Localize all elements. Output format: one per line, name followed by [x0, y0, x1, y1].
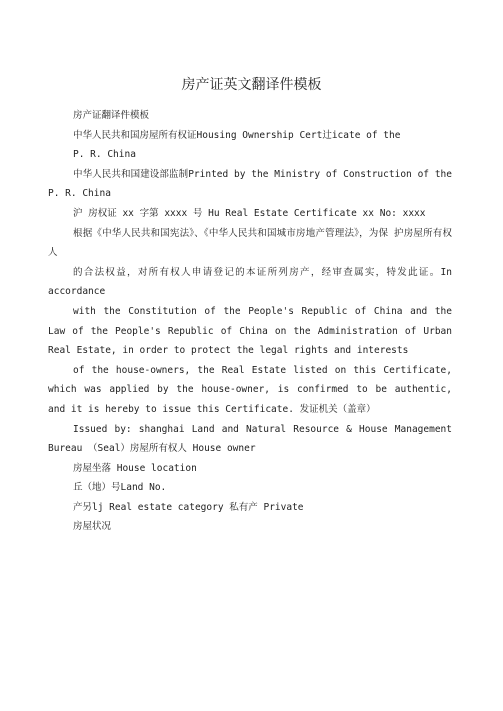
document-title: 房产证英文翻译件模板 — [181, 77, 322, 93]
paragraph: 的合法权益，对所有权人申请登记的本证所列房产，经审查属实，特发此证。In accordance — [48, 266, 452, 298]
paragraph: 根据《中华人民共和国宪法》、《中华人民共和国城市房地产管理法》，为保 护房屋所有权人 — [48, 227, 452, 259]
paragraph: 中华人民共和国建设部监制Printed by the Ministry of Construction of the P. R. China — [48, 168, 452, 200]
document-body — [48, 106, 452, 537]
paragraph: with the Constitution of the People's Republic of China and the Law of the People's Republic of China on the Administration of Urban Real Estate, in order to protect the legal rights and interests — [48, 305, 452, 357]
paragraph: 中华人民共和国房屋所有权证Housing Ownership Cert辻icate of the — [73, 129, 401, 141]
paragraph: 丘（地）号Land No. — [73, 482, 167, 494]
paragraph: 房产证翻译件模板 — [73, 110, 150, 121]
paragraph: P. R. China — [73, 149, 136, 161]
paragraph: Issued by: shanghai Land and Natural Resource & House Management Bureau （Seal）房屋所有权人 House owner — [48, 423, 452, 455]
paragraph: 房屋坐落 House location — [73, 462, 197, 474]
paragraph: of the house-owners, the Real Estate listed on this Certificate, which was applied by the house-owner, is confirmed to be authentic, and it is hereby to issue this Certificate. 发证机关（盖章） — [48, 364, 452, 415]
paragraph: 产另lj Real estate category 私有产 Private — [73, 501, 304, 513]
paragraph: 沪 房权证 xx 字第 xxxx 号 Hu Real Estate Certificate xx No: xxxx — [73, 207, 426, 219]
paragraph: 房屋状况 — [73, 521, 112, 533]
